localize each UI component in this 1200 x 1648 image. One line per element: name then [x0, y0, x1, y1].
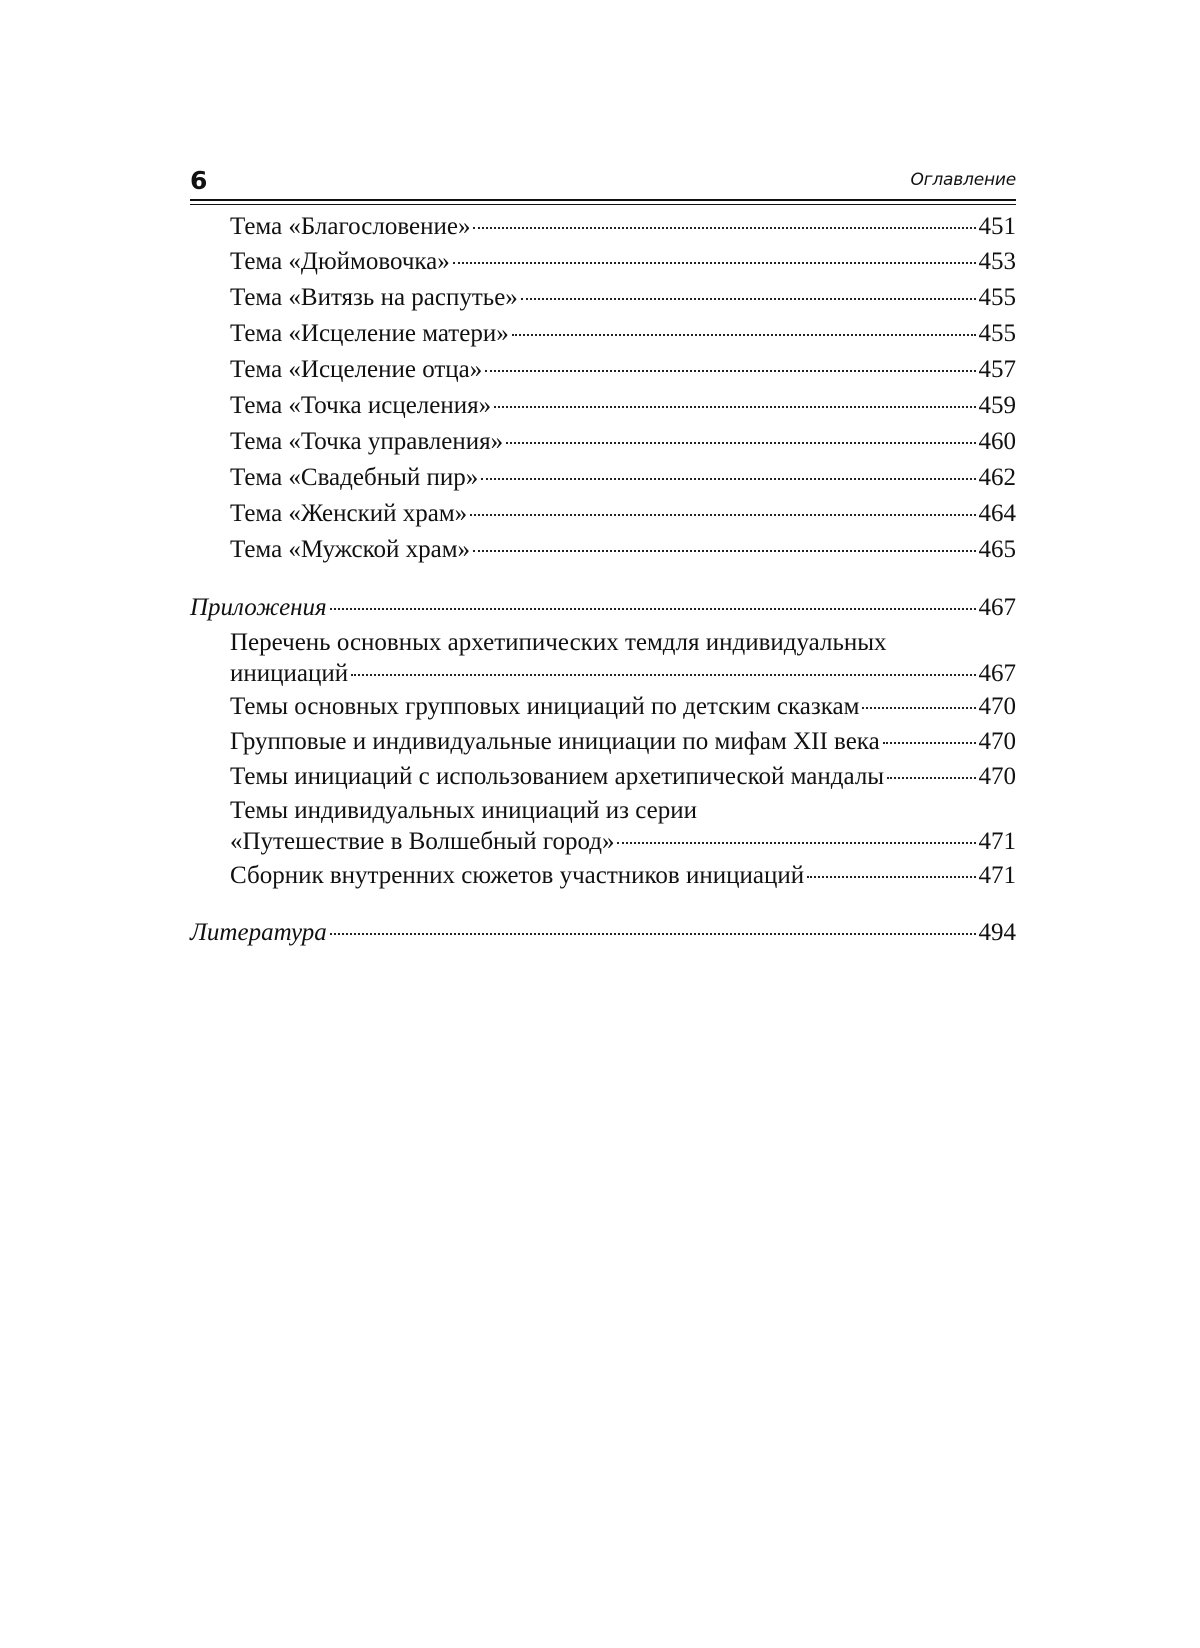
- toc-entry-title-continued: «Путешествие в Волшебный город»: [230, 827, 614, 857]
- header-rule: [190, 199, 1016, 205]
- toc-entry-page: 457: [979, 355, 1017, 385]
- toc-entry[interactable]: [230, 355, 1016, 385]
- toc-section-literature[interactable]: [190, 918, 1016, 948]
- toc-entry-title: Тема «Точка исцеления»: [230, 391, 491, 421]
- toc-entry-title: Тема «Свадебный пир»: [230, 463, 478, 493]
- toc-section-appendix[interactable]: [190, 593, 1016, 623]
- toc-entry-page: 455: [979, 319, 1017, 349]
- toc-entry-page: 462: [979, 463, 1017, 493]
- toc-entry[interactable]: [230, 628, 1016, 690]
- toc-entry[interactable]: [230, 283, 1016, 313]
- dot-leader: [494, 406, 975, 408]
- running-header: [190, 166, 1016, 196]
- toc-section-title: Приложения: [190, 593, 327, 623]
- dot-leader: [862, 707, 975, 709]
- toc-entry[interactable]: [230, 463, 1016, 493]
- toc-entry-title: Тема «Витязь на распутье»: [230, 283, 518, 313]
- book-page: [0, 0, 1200, 1648]
- toc-entry-page: 459: [979, 391, 1017, 421]
- toc-entry[interactable]: [230, 727, 1016, 757]
- toc-entry-page: 464: [979, 499, 1017, 529]
- toc-entry-page: 455: [979, 283, 1017, 313]
- toc-entry-page: 470: [979, 727, 1017, 757]
- toc-entry-page: 471: [979, 827, 1017, 857]
- dot-leader: [330, 608, 976, 610]
- dot-leader: [473, 227, 975, 229]
- toc-entry-title: Тема «Исцеление матери»: [230, 319, 509, 349]
- dot-leader: [470, 514, 975, 516]
- toc-entry-title: Сборник внутренних сюжетов участников инициаций: [230, 861, 804, 891]
- dot-leader: [887, 777, 975, 779]
- toc-entry[interactable]: [230, 427, 1016, 457]
- dot-leader: [453, 262, 976, 264]
- toc-entry[interactable]: [230, 861, 1016, 891]
- toc-entry-title: Темы инициаций с использованием архетипической мандалы: [230, 762, 884, 792]
- toc-entry[interactable]: [230, 391, 1016, 421]
- toc-entry-title: Тема «Благословение»: [230, 212, 470, 242]
- toc-entry-page: 451: [979, 212, 1017, 242]
- dot-leader: [883, 742, 976, 744]
- toc-entry[interactable]: [230, 319, 1016, 349]
- dot-leader: [485, 370, 975, 372]
- dot-leader: [617, 842, 975, 844]
- dot-leader: [521, 298, 976, 300]
- toc-entry[interactable]: [230, 247, 1016, 277]
- toc-entry-page: 460: [979, 427, 1017, 457]
- toc-entry-page: 467: [979, 593, 1017, 623]
- dot-leader: [473, 550, 975, 552]
- toc-entry[interactable]: [230, 212, 1016, 242]
- toc-entry-title: Тема «Дюймовочка»: [230, 247, 450, 277]
- toc-entry[interactable]: [230, 499, 1016, 529]
- toc-entry-page: 470: [979, 692, 1017, 722]
- toc-entry-title: Тема «Точка управления»: [230, 427, 503, 457]
- dot-leader: [481, 478, 975, 480]
- toc-entry-page: 471: [979, 861, 1017, 891]
- toc-entry-title: Тема «Мужской храм»: [230, 535, 470, 565]
- page-number: 6: [190, 166, 207, 196]
- toc-entry-title: Тема «Исцеление отца»: [230, 355, 482, 385]
- dot-leader: [506, 442, 975, 444]
- toc-entry-title: Групповые и индивидуальные инициации по мифам XII века: [230, 727, 880, 757]
- toc-entry-title: Темы индивидуальных инициаций из серии: [230, 796, 1016, 827]
- toc-entry-title: Тема «Женский храм»: [230, 499, 467, 529]
- toc-entry[interactable]: [230, 535, 1016, 565]
- toc-entry[interactable]: [230, 692, 1016, 722]
- dot-leader: [807, 876, 975, 878]
- toc-entry-title: Темы основных групповых инициаций по детским сказкам: [230, 692, 859, 722]
- toc-entry-page: 470: [979, 762, 1017, 792]
- running-title: Оглавление: [910, 169, 1016, 191]
- toc-entry-title-continued: инициаций: [230, 659, 348, 689]
- dot-leader: [330, 933, 976, 935]
- toc-entry-title: Перечень основных архетипических темдля индивидуальных: [230, 628, 1016, 659]
- toc-entry-page: 453: [979, 247, 1017, 277]
- toc-entry-page: 467: [979, 659, 1017, 689]
- toc-entry[interactable]: [230, 796, 1016, 858]
- dot-leader: [512, 334, 976, 336]
- toc-entry-page: 465: [979, 535, 1017, 565]
- toc-entry[interactable]: [230, 762, 1016, 792]
- toc-section-title: Литература: [190, 918, 327, 948]
- dot-leader: [351, 674, 975, 676]
- toc-entry-page: 494: [979, 918, 1017, 948]
